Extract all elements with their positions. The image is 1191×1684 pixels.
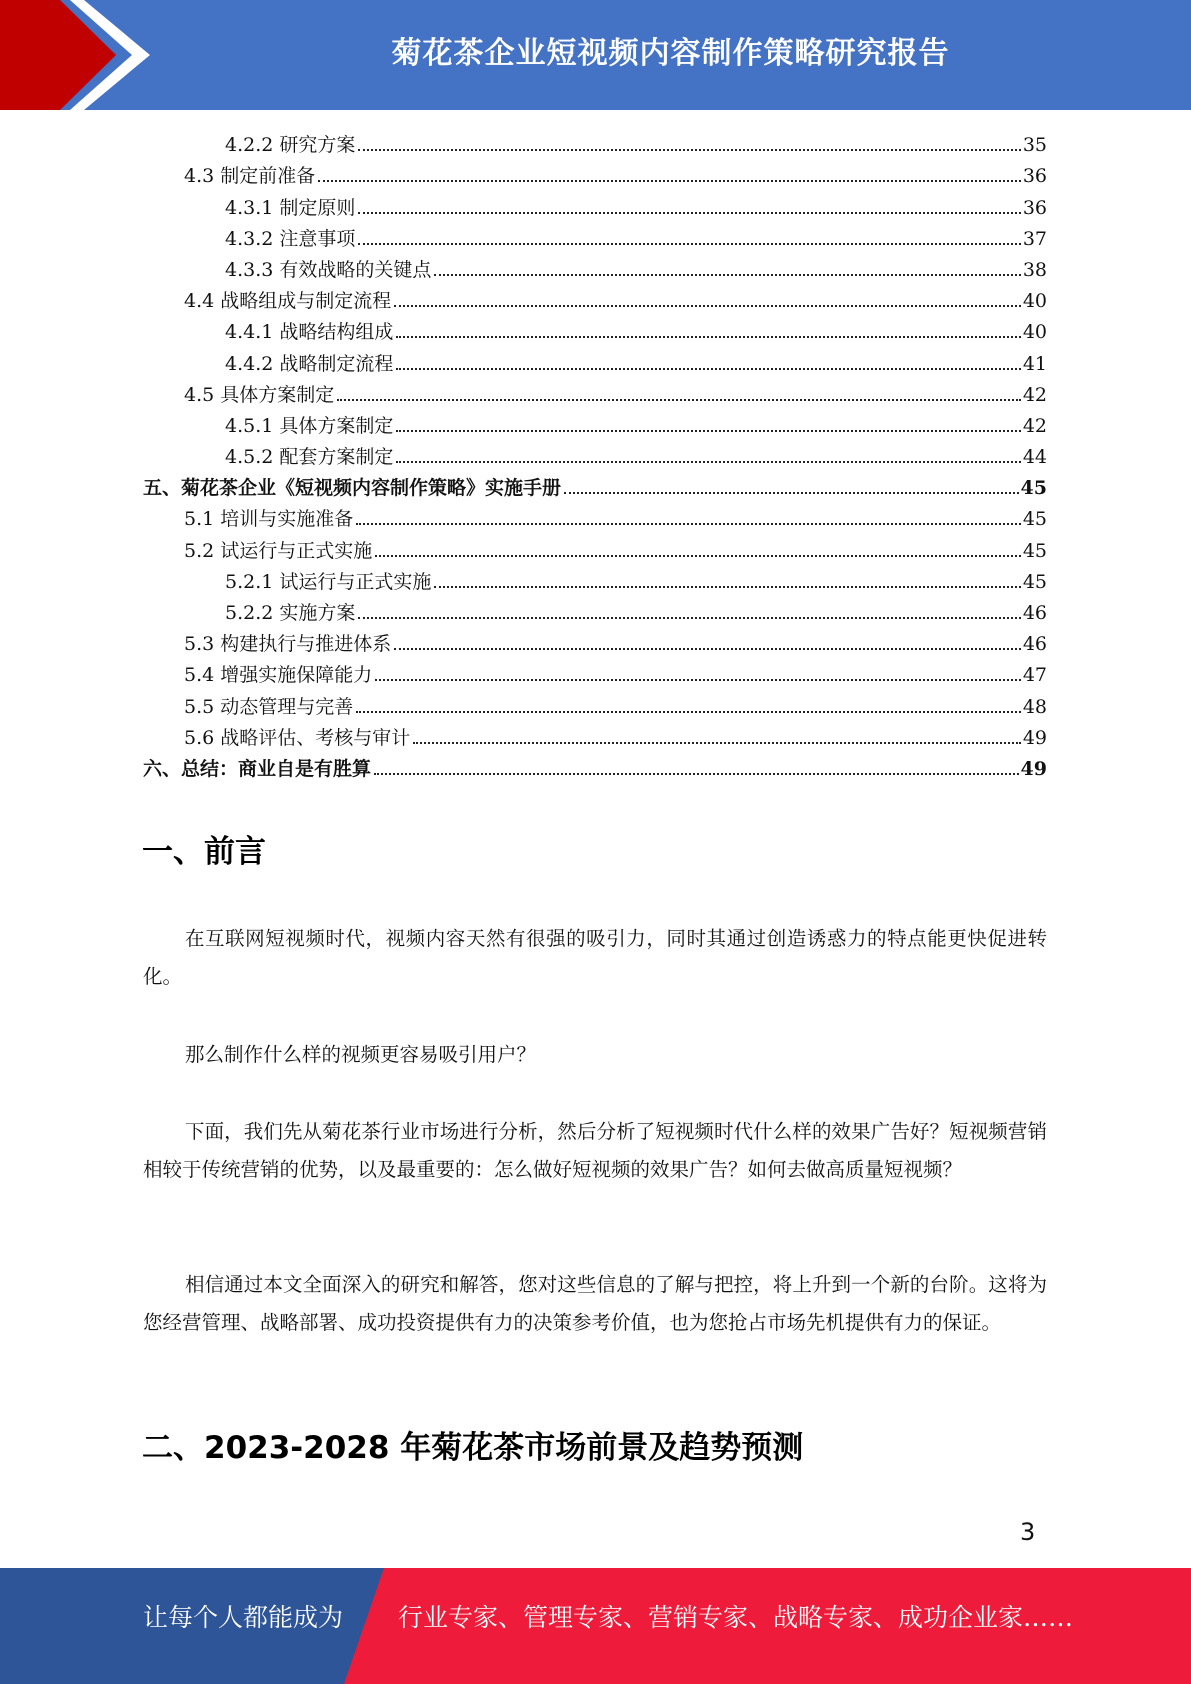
- toc-entry-page: 37: [1022, 227, 1047, 250]
- toc-entry-page: 45: [1022, 508, 1047, 531]
- toc-entry[interactable]: [143, 345, 1047, 376]
- toc-dot-leader: [396, 430, 1020, 432]
- paragraph: 在互联网短视频时代，视频内容天然有很强的吸引力，同时其通过创造诱惑力的特点能更快促进转化。: [143, 927, 1047, 988]
- toc-dot-leader: [434, 586, 1020, 588]
- toc-entry-page: 41: [1022, 352, 1047, 375]
- toc-entry-page: 42: [1022, 414, 1047, 437]
- toc-entry-label: 4.3.1 制定原则: [225, 196, 356, 219]
- toc-entry-label: 4.5.1 具体方案制定: [225, 414, 394, 437]
- toc-entry[interactable]: [143, 626, 1047, 657]
- toc-entry-page: 38: [1022, 258, 1047, 281]
- toc-entry-label: 4.3.2 注意事项: [225, 227, 356, 250]
- toc-entry-label: 4.4.1 战略结构组成: [225, 321, 394, 344]
- page-number: 3: [1020, 1518, 1036, 1546]
- toc-dot-leader: [413, 742, 1021, 744]
- section-heading-market-outlook: 二、2023-2028 年菊花茶市场前景及趋势预测: [142, 1430, 804, 1466]
- toc-dot-leader: [396, 336, 1020, 338]
- toc-entry-label: 5.3 构建执行与推进体系: [184, 633, 392, 656]
- toc-entry[interactable]: [143, 595, 1047, 626]
- header-arrow-decoration: [0, 0, 160, 110]
- toc-dot-leader: [358, 212, 1020, 214]
- toc-entry-page: 42: [1022, 383, 1047, 406]
- toc-entry-page: 46: [1022, 602, 1047, 624]
- toc-entry[interactable]: [143, 688, 1047, 719]
- toc-dot-leader: [356, 711, 1021, 713]
- toc-entry-page: 45: [1022, 539, 1047, 562]
- toc-entry-label: 五、菊花茶企业《短视频内容制作策略》实施手册: [143, 477, 562, 500]
- toc-entry[interactable]: [143, 408, 1047, 439]
- toc-dot-leader: [394, 648, 1021, 650]
- paragraph: 相信通过本文全面深入的研究和解答，您对这些信息的了解与把控，将上升到一个新的台阶。这将为您经营管理、战略部署、成功投资提供有力的决策参考价值，也为您抢占市场先机提供有力的保证。: [143, 1273, 1047, 1334]
- header-banner: [0, 0, 1191, 110]
- toc-entry-page: 48: [1022, 695, 1047, 718]
- toc-entry[interactable]: [143, 377, 1047, 408]
- toc-dot-leader: [374, 773, 1019, 775]
- toc-entry-page: 36: [1022, 165, 1047, 188]
- toc-entry[interactable]: [143, 158, 1047, 189]
- toc-entry-label: 4.3.3 有效战略的关键点: [225, 258, 432, 281]
- toc-dot-leader: [394, 305, 1021, 307]
- toc-dot-leader: [434, 274, 1020, 276]
- toc-entry-page: 36: [1022, 196, 1047, 219]
- toc-entry-label: 5.6 战略评估、考核与审计: [184, 726, 411, 749]
- toc-entry-label: 4.4 战略组成与制定流程: [184, 290, 392, 313]
- toc-dot-leader: [318, 180, 1021, 182]
- toc-entry-page: 49: [1020, 757, 1047, 780]
- toc-entry-label: 4.5 具体方案制定: [184, 383, 335, 406]
- toc-entry-page: 49: [1022, 726, 1047, 749]
- toc-dot-leader: [358, 243, 1020, 245]
- toc-dot-leader: [375, 679, 1021, 681]
- toc-dot-leader: [356, 523, 1021, 525]
- toc-entry[interactable]: [143, 532, 1047, 563]
- paragraph: 下面，我们先从菊花茶行业市场进行分析，然后分析了短视频时代什么样的效果广告好？短视频营销相较于传统营销的优势，以及最重要的：怎么做好短视频的效果广告？如何去做高质量短视频？: [143, 1120, 1047, 1181]
- toc-entry[interactable]: [143, 439, 1047, 470]
- toc-dot-leader: [358, 617, 1020, 619]
- footer-banner: [0, 1568, 1191, 1684]
- toc-entry-page: 44: [1022, 446, 1047, 469]
- toc-entry-page: 47: [1022, 664, 1047, 687]
- toc-entry-label: 5.1 培训与实施准备: [184, 508, 354, 531]
- toc-dot-leader: [375, 555, 1021, 557]
- toc-entry-label: 5.2.1 试运行与正式实施: [225, 570, 432, 593]
- toc-entry-label: 5.2.2 实施方案: [225, 602, 356, 624]
- toc-dot-leader: [396, 461, 1020, 463]
- toc-entry-label: 4.3 制定前准备: [184, 165, 316, 188]
- section-heading-preface: 一、前言: [142, 834, 266, 870]
- toc-entry-page: 40: [1022, 321, 1047, 344]
- toc-entry-label: 4.5.2 配套方案制定: [225, 446, 394, 469]
- toc-dot-leader: [358, 149, 1020, 151]
- toc-dot-leader: [396, 368, 1020, 370]
- toc-entry[interactable]: [143, 252, 1047, 283]
- toc-entry-label: 4.4.2 战略制定流程: [225, 352, 394, 375]
- toc-entry[interactable]: [143, 720, 1047, 751]
- toc-entry-label: 六、总结：商业自是有胜算: [143, 757, 372, 780]
- footer-slogan-roles: 行业专家、管理专家、营销专家、战略专家、成功企业家……: [398, 1603, 1074, 1632]
- toc-entry[interactable]: [143, 564, 1047, 595]
- toc-entry[interactable]: [143, 221, 1047, 252]
- toc-entry[interactable]: [143, 470, 1047, 501]
- toc-entry[interactable]: [143, 657, 1047, 688]
- toc-dot-leader: [564, 492, 1019, 494]
- toc-entry-page: 45: [1022, 570, 1047, 593]
- toc-entry[interactable]: [143, 283, 1047, 314]
- toc-entry-label: 5.5 动态管理与完善: [184, 695, 354, 718]
- toc-entry-page: 45: [1020, 477, 1047, 500]
- toc-entry-page: 46: [1022, 633, 1047, 656]
- report-title: 菊花茶企业短视频内容制作策略研究报告: [391, 36, 950, 71]
- table-of-contents: [143, 127, 1047, 782]
- paragraph: 那么制作什么样的视频更容易吸引用户？: [185, 1043, 537, 1066]
- toc-entry[interactable]: [143, 189, 1047, 220]
- toc-dot-leader: [337, 399, 1021, 401]
- toc-entry-page: 35: [1022, 134, 1047, 157]
- toc-entry-label: 5.2 试运行与正式实施: [184, 539, 373, 562]
- toc-entry[interactable]: [143, 501, 1047, 532]
- toc-entry-page: 40: [1022, 290, 1047, 313]
- toc-entry[interactable]: [143, 751, 1047, 782]
- footer-slogan-lead: 让每个人都能成为: [143, 1603, 344, 1632]
- toc-entry[interactable]: [143, 314, 1047, 345]
- toc-entry[interactable]: [143, 127, 1047, 158]
- toc-entry-label: 4.2.2 研究方案: [225, 134, 356, 157]
- toc-entry-label: 5.4 增强实施保障能力: [184, 664, 373, 687]
